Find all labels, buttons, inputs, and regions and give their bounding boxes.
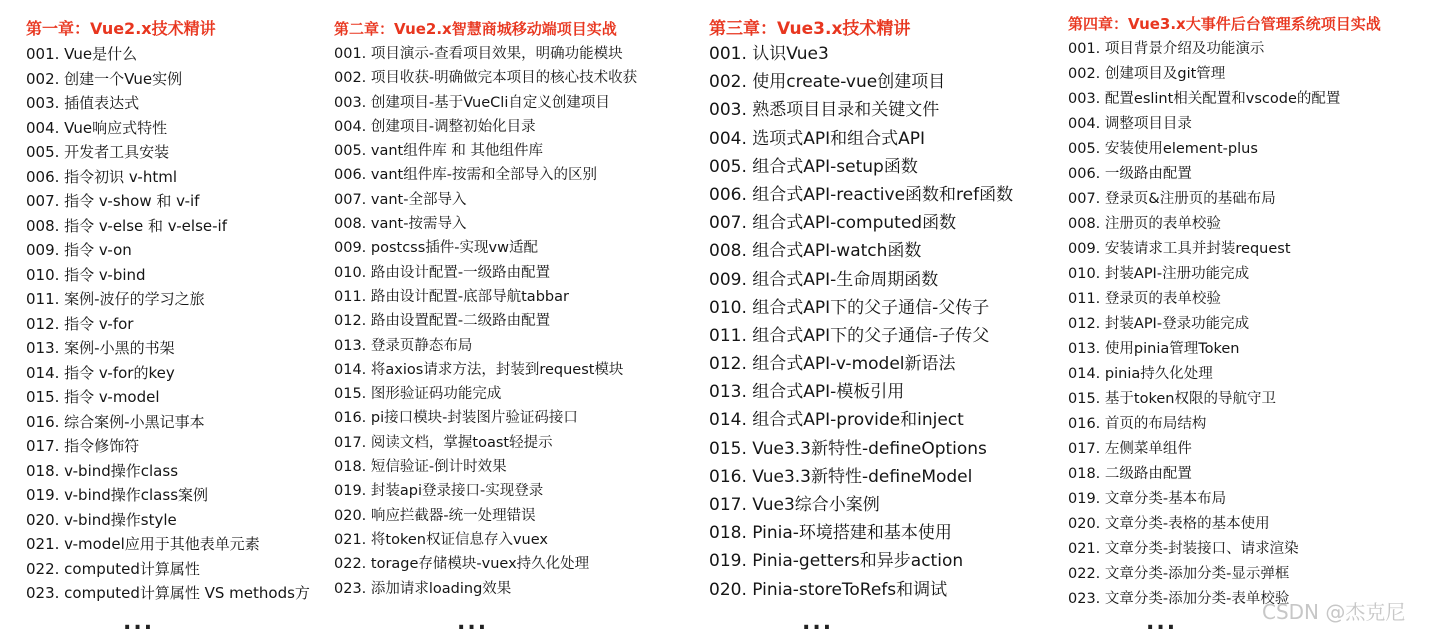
lesson-item: 018. 短信验证-倒计时效果 xyxy=(334,459,507,476)
lesson-item: 009. 安装请求工具并封装request xyxy=(1068,241,1291,257)
lesson-item: 008. 组合式API-watch函数 xyxy=(709,241,922,262)
chapter-3-more-indicator: ... xyxy=(802,610,834,635)
chapter-4-lesson-list xyxy=(1068,37,1428,607)
lesson-item: 011. 路由设计配置-底部导航tabbar xyxy=(334,288,569,305)
lesson-item: 012. 组合式API-v-model新语法 xyxy=(709,354,956,375)
lesson-item: 019. v-bind操作class案例 xyxy=(26,486,209,504)
csdn-watermark: CSDN @杰克尼 xyxy=(1262,600,1406,624)
chapter-1-more-indicator: ... xyxy=(123,610,155,635)
lesson-item: 002. 项目收获-明确做完本项目的核心技术收获 xyxy=(334,70,638,87)
lesson-item: 022. computed计算属性 xyxy=(26,559,200,578)
lesson-item: 004. 选项式API和组合式API xyxy=(709,128,926,149)
lesson-item: 019. 文章分类-基本布局 xyxy=(1068,491,1227,507)
lesson-item: 007. 登录页&注册页的基础布局 xyxy=(1068,191,1276,207)
lesson-item: 019. 封装api登录接口-实现登录 xyxy=(334,483,544,500)
lesson-item: 008. 指令 v-else 和 v-else-if xyxy=(26,216,227,235)
lesson-item: 007. 指令 v-show 和 v-if xyxy=(26,192,200,210)
lesson-item: 002. 创建项目及git管理 xyxy=(1068,66,1226,82)
lesson-item: 023. 文章分类-添加分类-表单校验 xyxy=(1068,591,1290,607)
lesson-item: 020. v-bind操作style xyxy=(26,510,177,529)
chapter-1-lesson-list xyxy=(26,42,326,602)
lesson-item: 015. 图形验证码功能完成 xyxy=(334,386,502,403)
lesson-item: 005. 安装使用element-plus xyxy=(1068,141,1258,157)
lesson-item: 011. 案例-波仔的学习之旅 xyxy=(26,290,205,308)
lesson-item: 017. 指令修饰符 xyxy=(26,437,140,455)
lesson-item: 002. 使用create-vue创建项目 xyxy=(709,72,946,93)
chapter-3-lesson-list xyxy=(709,40,1049,600)
lesson-item: 020. 响应拦截器-统一处理错误 xyxy=(334,507,536,524)
lesson-item: 018. Pinia-环境搭建和基本使用 xyxy=(709,523,952,544)
lesson-item: 022. 文章分类-添加分类-显示弹框 xyxy=(1068,566,1290,582)
lesson-item: 020. 文章分类-表格的基本使用 xyxy=(1068,516,1270,532)
lesson-item: 014. 将axios请求方法，封装到request模块 xyxy=(334,361,624,378)
lesson-item: 004. 调整项目目录 xyxy=(1068,116,1192,132)
lesson-item: 003. 熟悉项目目录和关键文件 xyxy=(709,100,940,121)
lesson-item: 006. 组合式API-reactive函数和ref函数 xyxy=(709,184,1014,205)
lesson-item: 005. 组合式API-setup函数 xyxy=(709,156,918,177)
lesson-item: 004. Vue响应式特性 xyxy=(26,118,168,137)
lesson-item: 016. pi接口模块-封装图片验证码接口 xyxy=(334,410,578,427)
chapter-4-more-indicator: ... xyxy=(1146,610,1178,635)
lesson-item: 021. 将token权证信息存入vuex xyxy=(334,531,548,548)
lesson-item: 009. 指令 v-on xyxy=(26,241,132,259)
lesson-item: 020. Pinia-storeToRefs和调试 xyxy=(709,579,948,600)
lesson-item: 015. 基于token权限的导航守卫 xyxy=(1068,391,1276,407)
lesson-item: 008. 注册页的表单校验 xyxy=(1068,216,1221,232)
lesson-item: 009. postcss插件-实现vw适配 xyxy=(334,240,538,257)
lesson-item: 016. 综合案例-小黑记事本 xyxy=(26,412,205,431)
lesson-item: 023. 添加请求loading效果 xyxy=(334,580,512,597)
lesson-item: 009. 组合式API-生命周期函数 xyxy=(709,269,939,290)
lesson-item: 021. 文章分类-封装接口、请求渲染 xyxy=(1068,541,1299,557)
lesson-item: 001. Vue是什么 xyxy=(26,45,138,63)
lesson-item: 014. 组合式API-provide和inject xyxy=(709,410,964,431)
chapter-2-title: 第二章：Vue2.x智慧商城移动端项目实战 xyxy=(334,20,617,38)
lesson-item: 010. 指令 v-bind xyxy=(26,265,146,284)
lesson-item: 005. vant组件库 和 其他组件库 xyxy=(334,143,543,160)
lesson-item: 014. 指令 v-for的key xyxy=(26,363,175,382)
lesson-item: 019. Pinia-getters和异步action xyxy=(709,551,964,572)
lesson-item: 017. 左侧菜单组件 xyxy=(1068,441,1192,457)
lesson-item: 006. 指令初识 v-html xyxy=(26,167,177,186)
lesson-item: 001. 项目背景介绍及功能演示 xyxy=(1068,41,1265,57)
lesson-item: 010. 组合式API下的父子通信-父传子 xyxy=(709,297,990,318)
lesson-item: 011. 登录页的表单校验 xyxy=(1068,291,1221,307)
lesson-item: 012. 指令 v-for xyxy=(26,314,134,333)
lesson-item: 014. pinia持久化处理 xyxy=(1068,366,1213,382)
lesson-item: 007. 组合式API-computed函数 xyxy=(709,213,957,234)
chapter-3-title: 第三章：Vue3.x技术精讲 xyxy=(709,19,911,39)
lesson-item: 015. 指令 v-model xyxy=(26,388,160,406)
lesson-item: 017. Vue3综合小案例 xyxy=(709,495,880,515)
chapter-1-title: 第一章：Vue2.x技术精讲 xyxy=(26,19,216,38)
lesson-item: 002. 创建一个Vue实例 xyxy=(26,69,183,88)
lesson-item: 021. v-model应用于其他表单元素 xyxy=(26,535,260,553)
lesson-item: 004. 创建项目-调整初始化目录 xyxy=(334,118,536,135)
lesson-item: 016. Vue3.3新特性-defineModel xyxy=(709,466,973,487)
lesson-item: 013. 案例-小黑的书架 xyxy=(26,339,175,357)
lesson-item: 007. vant-全部导入 xyxy=(334,191,467,208)
lesson-item: 011. 组合式API下的父子通信-子传父 xyxy=(709,325,990,346)
lesson-item: 022. torage存储模块-vuex持久化处理 xyxy=(334,556,590,573)
lesson-item: 003. 配置eslint相关配置和vscode的配置 xyxy=(1068,91,1341,107)
lesson-item: 001. 项目演示-查看项目效果，明确功能模块 xyxy=(334,46,623,62)
lesson-item: 013. 登录页静态布局 xyxy=(334,337,473,354)
chapter-2-lesson-list xyxy=(334,42,694,597)
lesson-item: 006. vant组件库-按需和全部导入的区别 xyxy=(334,167,597,184)
lesson-item: 018. 二级路由配置 xyxy=(1068,466,1192,482)
chapter-2-more-indicator: ... xyxy=(457,610,489,635)
lesson-item: 010. 封装API-注册功能完成 xyxy=(1068,266,1250,282)
lesson-item: 006. 一级路由配置 xyxy=(1068,166,1192,182)
lesson-item: 008. vant-按需导入 xyxy=(334,216,467,233)
lesson-item: 013. 组合式API-模板引用 xyxy=(709,382,905,403)
lesson-item: 023. computed计算属性 VS methods方 xyxy=(26,584,310,602)
lesson-item: 012. 路由设置配置-二级路由配置 xyxy=(334,313,551,330)
lesson-item: 015. Vue3.3新特性-defineOptions xyxy=(709,438,987,459)
lesson-item: 001. 认识Vue3 xyxy=(709,44,829,64)
chapter-4-title: 第四章：Vue3.x大事件后台管理系统项目实战 xyxy=(1068,15,1381,33)
lesson-item: 016. 首页的布局结构 xyxy=(1068,416,1207,432)
lesson-item: 010. 路由设计配置-一级路由配置 xyxy=(334,264,551,281)
lesson-item: 003. 插值表达式 xyxy=(26,94,140,112)
lesson-item: 018. v-bind操作class xyxy=(26,461,179,480)
lesson-item: 012. 封装API-登录功能完成 xyxy=(1068,316,1250,332)
lesson-item: 003. 创建项目-基于VueCli自定义创建项目 xyxy=(334,94,610,111)
lesson-item: 013. 使用pinia管理Token xyxy=(1068,341,1240,357)
lesson-item: 017. 阅读文档，掌握toast轻提示 xyxy=(334,434,553,451)
lesson-item: 005. 开发者工具安装 xyxy=(26,143,170,161)
